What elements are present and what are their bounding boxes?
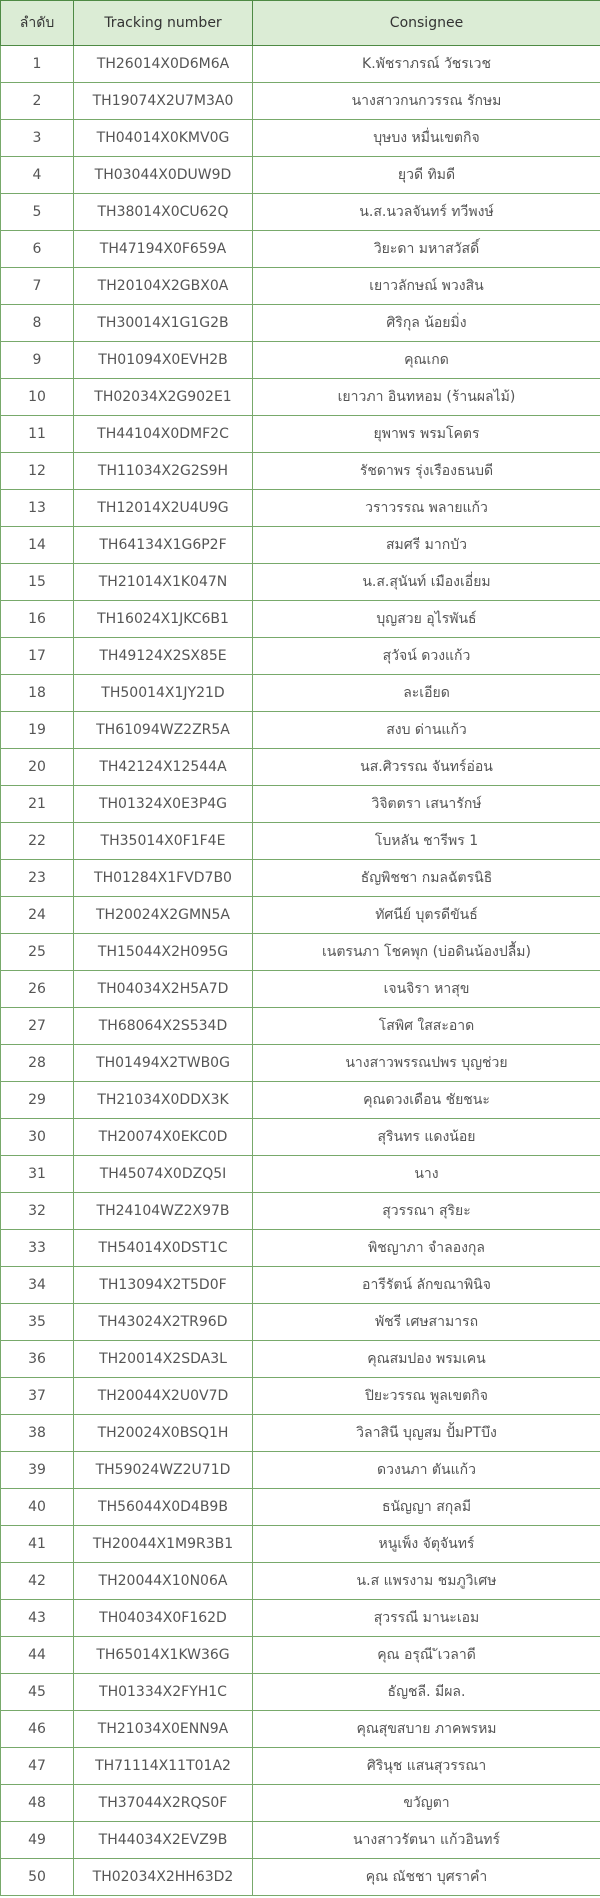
cell-index: 14	[1, 527, 74, 564]
cell-tracking-number: TH20024X2GMN5A	[74, 897, 253, 934]
table-row	[1, 46, 600, 83]
header-consignee: Consignee	[253, 1, 600, 46]
cell-index: 47	[1, 1748, 74, 1785]
cell-tracking-number: TH61094WZ2ZR5A	[74, 712, 253, 749]
table-row	[1, 786, 600, 823]
table-row	[1, 601, 600, 638]
header-tracking-number: Tracking number	[74, 1, 253, 46]
cell-consignee: โสพิศ ใสสะอาด	[253, 1008, 600, 1045]
cell-consignee: คุณสุขสบาย ภาคพรหม	[253, 1711, 600, 1748]
cell-consignee: คุณ ณัชชา บุศราคำ	[253, 1859, 600, 1896]
cell-consignee: ทัศนีย์ บุตรดีขันธ์	[253, 897, 600, 934]
table-row	[1, 1674, 600, 1711]
table-row	[1, 638, 600, 675]
cell-index: 22	[1, 823, 74, 860]
table-row	[1, 675, 600, 712]
cell-tracking-number: TH26014X0D6M6A	[74, 46, 253, 83]
cell-tracking-number: TH38014X0CU62Q	[74, 194, 253, 231]
table-row	[1, 120, 600, 157]
table-row	[1, 1415, 600, 1452]
cell-index: 44	[1, 1637, 74, 1674]
cell-consignee: อารีรัตน์ ลักขณาพินิจ	[253, 1267, 600, 1304]
cell-consignee: วราวรรณ พลายแก้ว	[253, 490, 600, 527]
cell-index: 40	[1, 1489, 74, 1526]
cell-index: 3	[1, 120, 74, 157]
cell-tracking-number: TH56044X0D4B9B	[74, 1489, 253, 1526]
cell-index: 46	[1, 1711, 74, 1748]
table-row	[1, 860, 600, 897]
cell-tracking-number: TH45074X0DZQ5I	[74, 1156, 253, 1193]
table-row	[1, 305, 600, 342]
cell-consignee: หนูเพ็ง จัตุจันทร์	[253, 1526, 600, 1563]
table-row	[1, 1526, 600, 1563]
cell-consignee: น.ส.นวลจันทร์ ทวีพงษ์	[253, 194, 600, 231]
cell-tracking-number: TH02034X2HH63D2	[74, 1859, 253, 1896]
table-row	[1, 823, 600, 860]
table-row	[1, 1785, 600, 1822]
table-row	[1, 231, 600, 268]
cell-tracking-number: TH30014X1G1G2B	[74, 305, 253, 342]
cell-tracking-number: TH37044X2RQS0F	[74, 1785, 253, 1822]
cell-index: 30	[1, 1119, 74, 1156]
cell-tracking-number: TH01494X2TWB0G	[74, 1045, 253, 1082]
cell-consignee: เจนจิรา หาสุข	[253, 971, 600, 1008]
cell-consignee: ธนัญญา สกุลมี	[253, 1489, 600, 1526]
table-row	[1, 1489, 600, 1526]
cell-tracking-number: TH50014X1JY21D	[74, 675, 253, 712]
table-row	[1, 1008, 600, 1045]
cell-tracking-number: TH16024X1JKC6B1	[74, 601, 253, 638]
cell-consignee: สุวรรณี มานะเอม	[253, 1600, 600, 1637]
cell-consignee: นางสาวรัตนา แก้วอินทร์	[253, 1822, 600, 1859]
cell-index: 23	[1, 860, 74, 897]
cell-consignee: คุณ อรุณี ัเวลาดี	[253, 1637, 600, 1674]
cell-consignee: นางสาวพรรณปพร บุญช่วย	[253, 1045, 600, 1082]
cell-consignee: วิลาสินี บุญสม ปั้มPTบึง	[253, 1415, 600, 1452]
cell-index: 49	[1, 1822, 74, 1859]
cell-consignee: ธัญชลี. มีผล.	[253, 1674, 600, 1711]
table-row	[1, 268, 600, 305]
cell-tracking-number: TH54014X0DST1C	[74, 1230, 253, 1267]
cell-index: 8	[1, 305, 74, 342]
table-row	[1, 1045, 600, 1082]
header-row	[1, 1, 600, 46]
cell-index: 43	[1, 1600, 74, 1637]
table-body	[1, 46, 600, 1896]
cell-consignee: รัชดาพร รุ่งเรืองธนบดี	[253, 453, 600, 490]
cell-consignee: K.พัชราภรณ์ วัชรเวช	[253, 46, 600, 83]
cell-consignee: สุวัจน์ ดวงแก้ว	[253, 638, 600, 675]
cell-index: 10	[1, 379, 74, 416]
cell-index: 37	[1, 1378, 74, 1415]
cell-index: 24	[1, 897, 74, 934]
cell-consignee: พิชญาภา จำลองกุล	[253, 1230, 600, 1267]
cell-tracking-number: TH42124X12544A	[74, 749, 253, 786]
cell-index: 4	[1, 157, 74, 194]
cell-tracking-number: TH04034X2H5A7D	[74, 971, 253, 1008]
cell-index: 50	[1, 1859, 74, 1896]
cell-consignee: พัชรี เศษสามารถ	[253, 1304, 600, 1341]
table-row	[1, 749, 600, 786]
cell-tracking-number: TH65014X1KW36G	[74, 1637, 253, 1674]
cell-tracking-number: TH15044X2H095G	[74, 934, 253, 971]
cell-index: 29	[1, 1082, 74, 1119]
cell-tracking-number: TH21034X0DDX3K	[74, 1082, 253, 1119]
cell-index: 12	[1, 453, 74, 490]
table-row	[1, 1600, 600, 1637]
cell-consignee: สุรินทร แดงน้อย	[253, 1119, 600, 1156]
table-row	[1, 83, 600, 120]
cell-index: 28	[1, 1045, 74, 1082]
cell-consignee: เยาวลักษณ์ พวงสิน	[253, 268, 600, 305]
cell-tracking-number: TH04034X0F162D	[74, 1600, 253, 1637]
cell-tracking-number: TH01094X0EVH2B	[74, 342, 253, 379]
cell-index: 42	[1, 1563, 74, 1600]
cell-consignee: ดวงนภา ตันแก้ว	[253, 1452, 600, 1489]
cell-tracking-number: TH43024X2TR96D	[74, 1304, 253, 1341]
table-row	[1, 1711, 600, 1748]
cell-index: 32	[1, 1193, 74, 1230]
cell-index: 34	[1, 1267, 74, 1304]
cell-index: 5	[1, 194, 74, 231]
cell-index: 2	[1, 83, 74, 120]
cell-tracking-number: TH21034X0ENN9A	[74, 1711, 253, 1748]
cell-consignee: บุญสวย อุไรพันธ์	[253, 601, 600, 638]
table-row	[1, 1452, 600, 1489]
cell-consignee: ศิริกุล น้อยมิ่ง	[253, 305, 600, 342]
cell-index: 7	[1, 268, 74, 305]
cell-index: 48	[1, 1785, 74, 1822]
cell-consignee: วิยะดา มหาสวัสดิ์	[253, 231, 600, 268]
table-row	[1, 564, 600, 601]
cell-tracking-number: TH49124X2SX85E	[74, 638, 253, 675]
cell-consignee: ปิยะวรรณ พูลเขตกิจ	[253, 1378, 600, 1415]
cell-consignee: น.ส แพรงาม ชมภูวิเศษ	[253, 1563, 600, 1600]
cell-tracking-number: TH44104X0DMF2C	[74, 416, 253, 453]
cell-index: 17	[1, 638, 74, 675]
cell-index: 11	[1, 416, 74, 453]
cell-tracking-number: TH47194X0F659A	[74, 231, 253, 268]
cell-tracking-number: TH04014X0KMV0G	[74, 120, 253, 157]
cell-index: 6	[1, 231, 74, 268]
cell-consignee: ขวัญตา	[253, 1785, 600, 1822]
table-row	[1, 1748, 600, 1785]
table-row	[1, 1193, 600, 1230]
table-row	[1, 453, 600, 490]
cell-tracking-number: TH03044X0DUW9D	[74, 157, 253, 194]
cell-tracking-number: TH11034X2G2S9H	[74, 453, 253, 490]
table-row	[1, 1563, 600, 1600]
cell-tracking-number: TH68064X2S534D	[74, 1008, 253, 1045]
table-row	[1, 1822, 600, 1859]
cell-tracking-number: TH35014X0F1F4E	[74, 823, 253, 860]
table-row	[1, 1859, 600, 1896]
table-row	[1, 157, 600, 194]
cell-consignee: คุณดวงเดือน ชัยชนะ	[253, 1082, 600, 1119]
cell-index: 39	[1, 1452, 74, 1489]
cell-index: 15	[1, 564, 74, 601]
cell-consignee: ยุพาพร พรมโคตร	[253, 416, 600, 453]
table-row	[1, 1341, 600, 1378]
cell-consignee: โบหลัน ชารีพร 1	[253, 823, 600, 860]
table-row	[1, 1156, 600, 1193]
cell-tracking-number: TH20044X2U0V7D	[74, 1378, 253, 1415]
cell-consignee: เนตรนภา โชคพุก (บ่อดินน้องปลื้ม)	[253, 934, 600, 971]
table-row	[1, 934, 600, 971]
cell-tracking-number: TH20104X2GBX0A	[74, 268, 253, 305]
cell-consignee: น.ส.สุนันท์ เมืองเอี่ยม	[253, 564, 600, 601]
cell-index: 26	[1, 971, 74, 1008]
cell-tracking-number: TH02034X2G902E1	[74, 379, 253, 416]
table-row	[1, 1304, 600, 1341]
cell-index: 20	[1, 749, 74, 786]
table-row	[1, 416, 600, 453]
cell-tracking-number: TH24104WZ2X97B	[74, 1193, 253, 1230]
cell-consignee: ละเอียด	[253, 675, 600, 712]
cell-index: 13	[1, 490, 74, 527]
cell-consignee: สุวรรณา สุริยะ	[253, 1193, 600, 1230]
table-header	[1, 1, 600, 46]
table-row	[1, 1230, 600, 1267]
table-row	[1, 194, 600, 231]
cell-tracking-number: TH19074X2U7M3A0	[74, 83, 253, 120]
cell-consignee: นส.ศิวรรณ จันทร์อ่อน	[253, 749, 600, 786]
cell-tracking-number: TH20044X10N06A	[74, 1563, 253, 1600]
table-row	[1, 1082, 600, 1119]
cell-tracking-number: TH21014X1K047N	[74, 564, 253, 601]
cell-index: 31	[1, 1156, 74, 1193]
table-row	[1, 1378, 600, 1415]
cell-tracking-number: TH64134X1G6P2F	[74, 527, 253, 564]
cell-consignee: สมศรี มากบัว	[253, 527, 600, 564]
cell-tracking-number: TH01334X2FYH1C	[74, 1674, 253, 1711]
cell-index: 27	[1, 1008, 74, 1045]
cell-tracking-number: TH44034X2EVZ9B	[74, 1822, 253, 1859]
cell-consignee: เยาวภา อินทหอม (ร้านผลไม้)	[253, 379, 600, 416]
cell-index: 16	[1, 601, 74, 638]
cell-index: 25	[1, 934, 74, 971]
cell-consignee: ยุวดี ทิมดี	[253, 157, 600, 194]
cell-index: 35	[1, 1304, 74, 1341]
cell-consignee: ธัญพิชชา กมลฉัตรนิธิ	[253, 860, 600, 897]
header-index: ลำดับ	[1, 1, 74, 46]
table-row	[1, 712, 600, 749]
cell-consignee: วิจิตตรา เสนารักษ์	[253, 786, 600, 823]
cell-tracking-number: TH12014X2U4U9G	[74, 490, 253, 527]
cell-tracking-number: TH20074X0EKC0D	[74, 1119, 253, 1156]
table-row	[1, 897, 600, 934]
table-row	[1, 490, 600, 527]
cell-tracking-number: TH71114X11T01A2	[74, 1748, 253, 1785]
table-row	[1, 1119, 600, 1156]
cell-tracking-number: TH13094X2T5D0F	[74, 1267, 253, 1304]
cell-index: 36	[1, 1341, 74, 1378]
cell-index: 38	[1, 1415, 74, 1452]
cell-consignee: นาง	[253, 1156, 600, 1193]
cell-consignee: ศิรินุช แสนสุวรรณา	[253, 1748, 600, 1785]
cell-tracking-number: TH20014X2SDA3L	[74, 1341, 253, 1378]
cell-tracking-number: TH01324X0E3P4G	[74, 786, 253, 823]
cell-index: 1	[1, 46, 74, 83]
table-row	[1, 1637, 600, 1674]
cell-index: 18	[1, 675, 74, 712]
table-row	[1, 342, 600, 379]
cell-tracking-number: TH59024WZ2U71D	[74, 1452, 253, 1489]
cell-index: 45	[1, 1674, 74, 1711]
cell-consignee: นางสาวกนกวรรณ รักษม	[253, 83, 600, 120]
cell-consignee: คุณสมปอง พรมเคน	[253, 1341, 600, 1378]
cell-index: 41	[1, 1526, 74, 1563]
cell-tracking-number: TH20024X0BSQ1H	[74, 1415, 253, 1452]
cell-tracking-number: TH20044X1M9R3B1	[74, 1526, 253, 1563]
table-row	[1, 527, 600, 564]
cell-index: 19	[1, 712, 74, 749]
cell-consignee: คุณเกด	[253, 342, 600, 379]
cell-index: 21	[1, 786, 74, 823]
cell-consignee: สงบ ด่านแก้ว	[253, 712, 600, 749]
table-row	[1, 971, 600, 1008]
cell-consignee: บุษบง หมื่นเขตกิจ	[253, 120, 600, 157]
table-row	[1, 1267, 600, 1304]
cell-tracking-number: TH01284X1FVD7B0	[74, 860, 253, 897]
table-row	[1, 379, 600, 416]
cell-index: 33	[1, 1230, 74, 1267]
cell-index: 9	[1, 342, 74, 379]
